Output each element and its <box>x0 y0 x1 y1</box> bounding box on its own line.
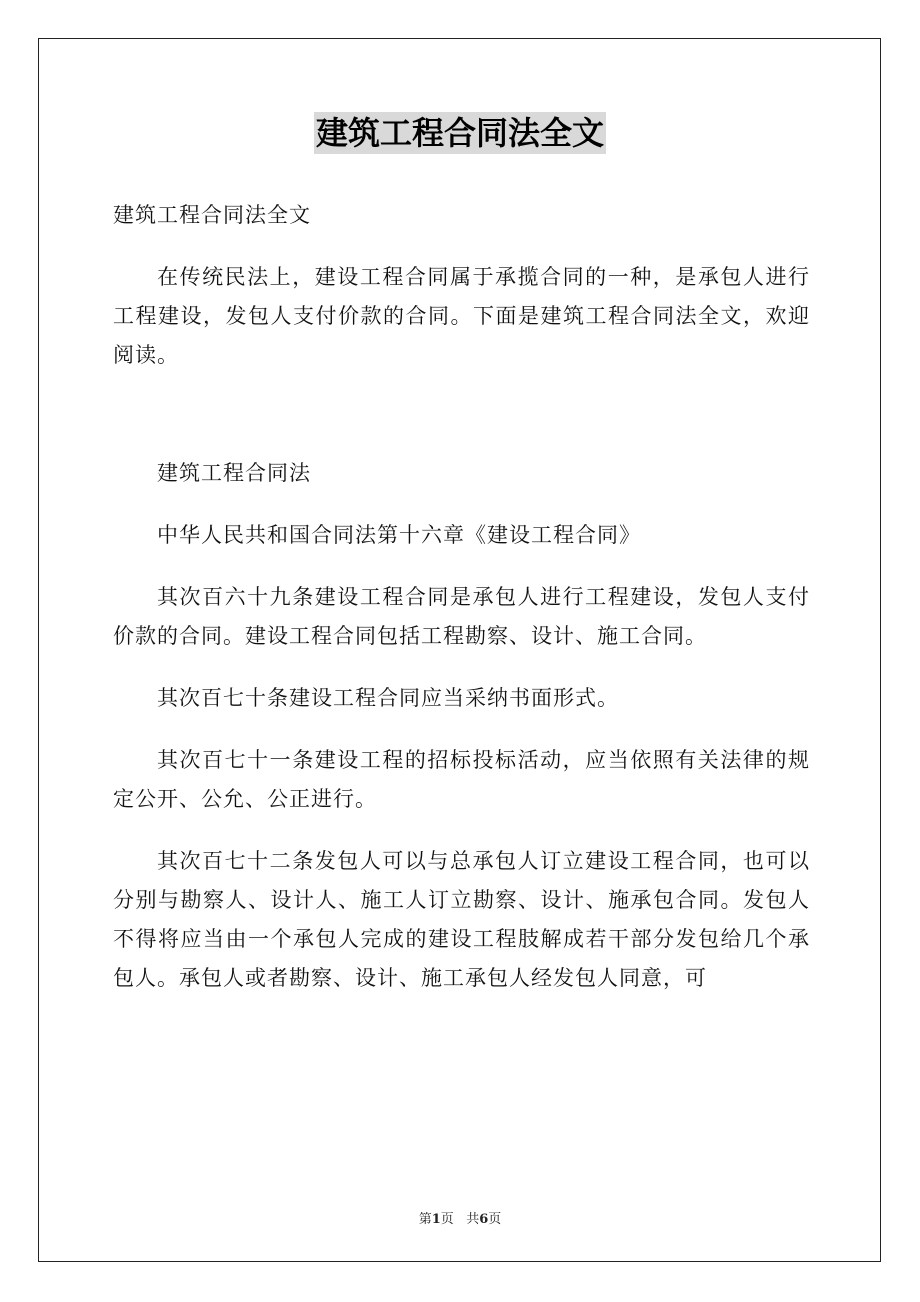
footer-total-unit: 页 <box>488 1212 502 1227</box>
paragraph-article-269: 其次百六十九条建设工程合同是承包人进行工程建设，发包人支付价款的合同。建设工程合同包括工程勘察、设计、施工合同。 <box>113 585 810 648</box>
footer-page-prefix: 第 <box>418 1212 432 1227</box>
paragraph-article-272: 其次百七十二条发包人可以与总承包人订立建设工程合同，也可以分别与勘察人、设计人、施工人订立勘察、设计、施承包合同。发包人不得将应当由一个承包人完成的建设工程肢解成若干部分发包给几个承包人。承包人或者勘察、设计、施工承包人经发包人同意，可 <box>113 849 810 990</box>
paragraph-intro: 在传统民法上，建设工程合同属于承揽合同的一种，是承包人进行工程建设，发包人支付价款的合同。下面是建筑工程合同法全文，欢迎阅读。 <box>113 265 810 367</box>
footer-page-current: 1 <box>431 1212 441 1227</box>
paragraph-chapter: 中华人民共和国合同法第十六章《建设工程合同》 <box>157 523 641 547</box>
paragraph-article-270: 其次百七十条建设工程合同应当采纳书面形式。 <box>157 686 619 710</box>
footer-total-prefix: 共 <box>466 1212 480 1227</box>
footer-page-unit: 页 <box>440 1212 454 1227</box>
paragraph-heading: 建筑工程合同法全文 <box>113 203 311 227</box>
page-footer <box>0 1208 920 1227</box>
document-body <box>113 196 810 1021</box>
document-title: 建筑工程合同法全文 <box>315 114 604 152</box>
footer-page-total: 6 <box>479 1212 489 1227</box>
title-container <box>0 112 920 154</box>
paragraph-subtitle: 建筑工程合同法 <box>157 461 311 485</box>
paragraph-article-271: 其次百七十一条建设工程的招标投标活动，应当依照有关法律的规定公开、公允、公正进行。 <box>113 748 810 811</box>
